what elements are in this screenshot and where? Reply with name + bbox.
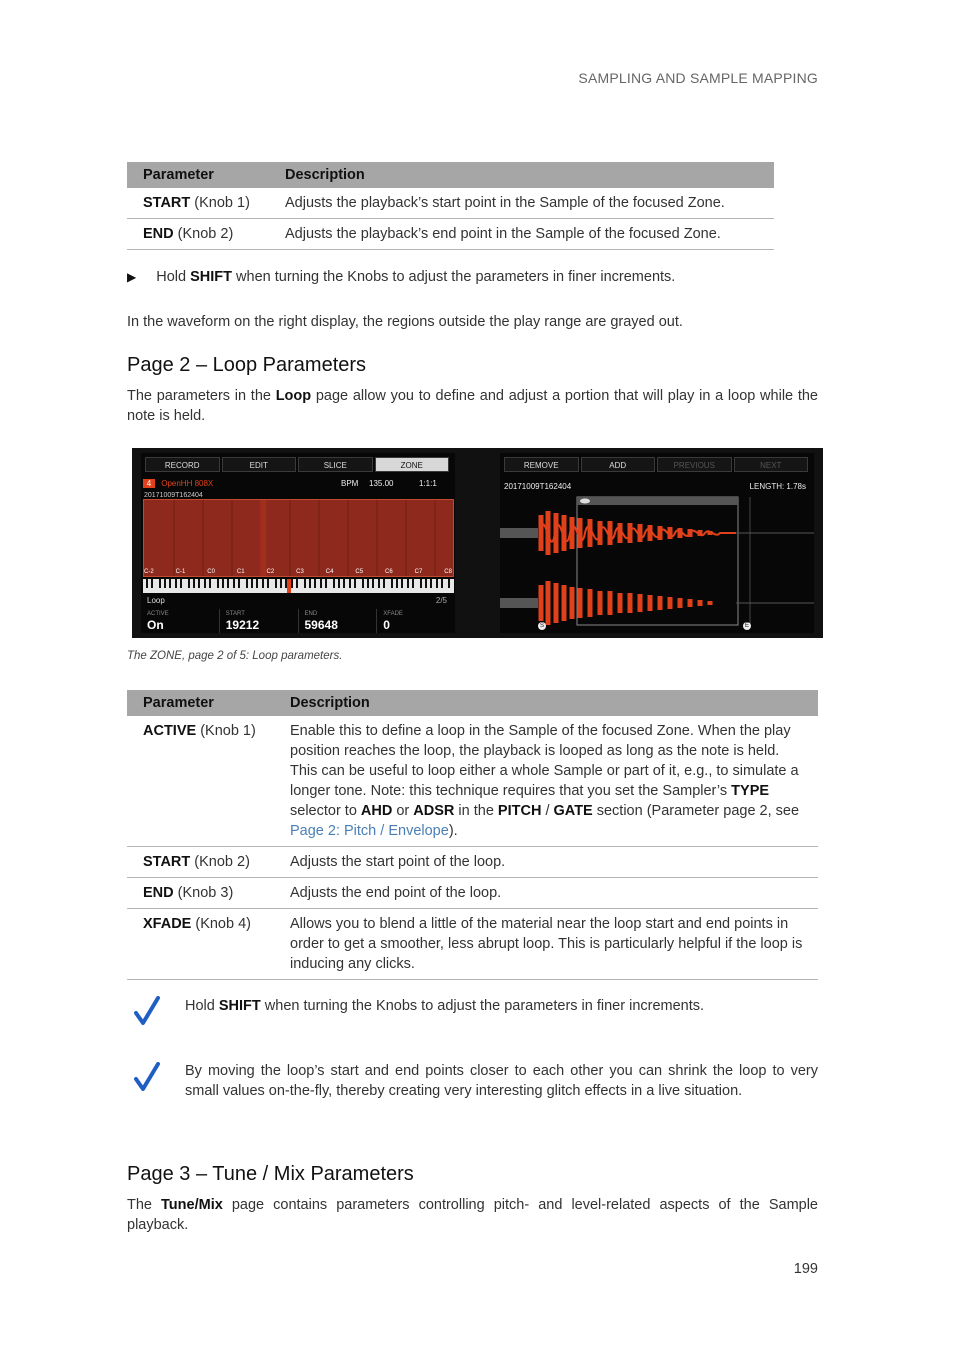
body-paragraph: In the waveform on the right display, the regions outside the play range are grayed out. bbox=[127, 314, 683, 330]
table-row bbox=[127, 219, 774, 250]
param-cell bbox=[127, 188, 269, 219]
table-row bbox=[127, 188, 774, 219]
right-display bbox=[500, 453, 814, 633]
loop-icon bbox=[580, 499, 590, 504]
section-heading: Page 3 – Tune / Mix Parameters bbox=[127, 1163, 414, 1185]
position-readout: 1:1:1 bbox=[419, 479, 437, 488]
pitch-envelope-link[interactable]: Page 2: Pitch / Envelope bbox=[290, 823, 449, 839]
tab-edit[interactable]: EDIT bbox=[222, 457, 297, 472]
tip-note: Hold SHIFT when turning the Knobs to adjust the parameters in finer increments. bbox=[185, 998, 705, 1014]
column-header: Description bbox=[269, 162, 774, 188]
right-tab-row bbox=[504, 457, 810, 472]
key-labels: C-2 C-1 C0 C1 C2 C3 C4 C5 C6 C7 C8 bbox=[144, 569, 452, 575]
tip-note: By moving the loop’s start and end points closer to each other you can shrink the loop to very small values on-the-fly, thereby creating very interesting glitch effects in a live situation. bbox=[185, 1063, 818, 1099]
tab-record[interactable]: RECORD bbox=[145, 457, 220, 472]
page-name: Loop bbox=[147, 596, 165, 605]
param-cell: ACTIVE (Knob 1) bbox=[127, 716, 274, 847]
running-header: SAMPLING AND SAMPLE MAPPING bbox=[578, 70, 818, 86]
param-name: START bbox=[143, 195, 191, 211]
zone-map bbox=[143, 499, 454, 577]
sample-name-right: 20171009T162404 bbox=[504, 482, 572, 491]
param-cell: XFADE (Knob 4) bbox=[127, 909, 274, 980]
left-tab-row bbox=[145, 457, 451, 472]
knob-start[interactable]: START 19212 bbox=[219, 609, 298, 633]
desc-cell: Adjusts the playback’s end point in the Sample of the focused Zone. bbox=[269, 219, 774, 250]
knob-row bbox=[141, 609, 455, 633]
param-name: END bbox=[143, 226, 174, 242]
tab-zone[interactable]: ZONE bbox=[375, 457, 450, 472]
param-cell: END (Knob 3) bbox=[127, 878, 274, 909]
start-marker-icon[interactable]: S bbox=[539, 623, 544, 629]
desc-cell: Adjusts the start point of the loop. bbox=[274, 847, 818, 878]
piano-keys bbox=[143, 579, 454, 593]
table-row bbox=[127, 716, 818, 847]
param-cell: START (Knob 2) bbox=[127, 847, 274, 878]
previous-button[interactable]: PREVIOUS bbox=[657, 457, 732, 472]
desc-cell: Allows you to blend a little of the material near the loop start and end points in order to get a smoother, less abrupt loop. This is particularly helpful if the loop is inducing any clicks. bbox=[274, 909, 818, 980]
column-header: Description bbox=[274, 690, 818, 716]
slot-number: 4 bbox=[143, 479, 155, 488]
tab-slice[interactable]: SLICE bbox=[298, 457, 373, 472]
section-intro: The Tune/Mix page contains parameters controlling pitch- and level-related aspects of the Sample playback. bbox=[127, 1197, 818, 1233]
next-button[interactable]: NEXT bbox=[734, 457, 809, 472]
page-number: 199 bbox=[793, 1261, 818, 1277]
param-knob: (Knob 2) bbox=[173, 226, 234, 242]
desc-cell: Adjusts the end point of the loop. bbox=[274, 878, 818, 909]
bullet-instruction: ▶ Hold SHIFT when turning the Knobs to adjust the parameters in finer increments. bbox=[127, 269, 676, 285]
left-display bbox=[141, 453, 455, 633]
zone-grid bbox=[144, 500, 453, 576]
column-header: Parameter bbox=[127, 162, 269, 188]
checkmark-icon bbox=[134, 996, 160, 1028]
column-header: Parameter bbox=[127, 690, 274, 716]
parameter-table-page1 bbox=[127, 162, 774, 250]
param-cell bbox=[127, 219, 269, 250]
knob-active[interactable]: ACTIVE On bbox=[147, 611, 169, 632]
page-indicator: 2/5 bbox=[435, 596, 447, 605]
waveform-top bbox=[500, 511, 814, 555]
knob-end[interactable]: END 59648 bbox=[298, 609, 377, 633]
desc-cell: Enable this to define a loop in the Sample of the focused Zone. When the play position reaches the loop, the playback is looped as long as the note is held. This can be useful to loop either a whole Sample or part of it, e.g., to simulate a longer tone. Note: this technique requires that you set the Sampler’s TYPE selector to AHD or ADSR in the PITCH / GATE section (Parameter page 2, see Page 2: Pitch / Envelope). bbox=[274, 716, 818, 847]
table-row bbox=[127, 847, 818, 878]
bpm-label: BPM bbox=[341, 479, 359, 488]
keyboard-strip bbox=[143, 579, 454, 593]
waveform-view bbox=[500, 493, 814, 629]
figure-caption: The ZONE, page 2 of 5: Loop parameters. bbox=[127, 650, 343, 662]
section-heading: Page 2 – Loop Parameters bbox=[127, 354, 367, 376]
bpm-value: 135.00 bbox=[369, 479, 394, 488]
sound-info-bar bbox=[143, 479, 453, 492]
desc-cell: Adjusts the playback’s start point in the Sample of the focused Zone. bbox=[269, 188, 774, 219]
knob-xfade[interactable]: XFADE 0 bbox=[376, 609, 455, 633]
triangle-bullet-icon: ▶ bbox=[127, 270, 137, 284]
table-row bbox=[127, 909, 818, 980]
sample-name-left: 20171009T162404 bbox=[144, 492, 203, 499]
end-marker-icon[interactable]: E bbox=[744, 623, 749, 629]
sample-length: LENGTH: 1.78s bbox=[749, 482, 806, 491]
table-row bbox=[127, 878, 818, 909]
table-header-row bbox=[127, 690, 818, 716]
section-intro: The parameters in the Loop page allow you to define and adjust a portion that will play in a loop while the note is held. bbox=[127, 388, 818, 424]
checkmark-icon bbox=[134, 1062, 160, 1094]
parameter-table-page2 bbox=[127, 690, 818, 980]
waveform-bottom bbox=[500, 581, 814, 625]
add-button[interactable]: ADD bbox=[581, 457, 656, 472]
sound-name: OpenHH 808X bbox=[161, 479, 214, 488]
table-header-row bbox=[127, 162, 774, 188]
device-display-figure bbox=[132, 448, 823, 638]
param-knob: (Knob 1) bbox=[190, 195, 250, 211]
remove-button[interactable]: REMOVE bbox=[504, 457, 579, 472]
